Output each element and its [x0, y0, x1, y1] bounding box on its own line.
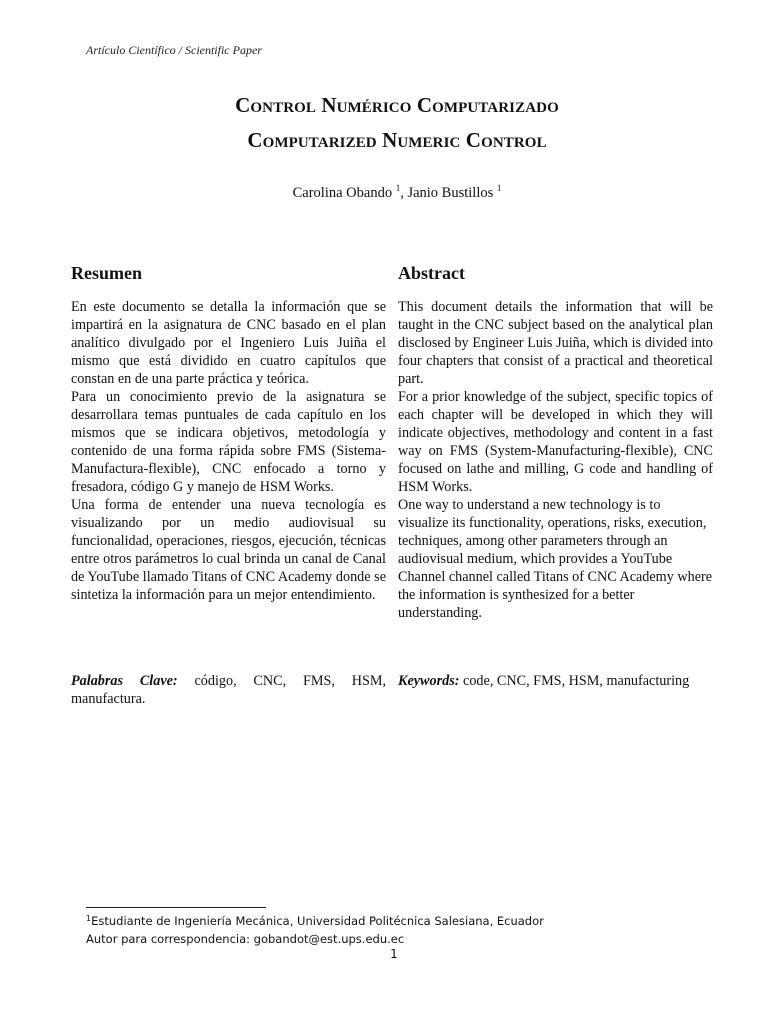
palabras-clave-label: Palabras Clave:: [71, 673, 178, 689]
author-affiliation-mark: 1: [496, 183, 502, 193]
resumen-heading: Resumen: [71, 263, 142, 283]
footnote-mark: 1: [86, 914, 92, 923]
page-number: 1: [390, 947, 398, 961]
keywords: [398, 672, 713, 690]
footnote-divider: [86, 907, 266, 908]
resumen-paragraph: En este documento se detalla la información que se impartirá en la asignatura de CNC basado en el plan analítico divulgado por el Ingeniero Luis Juiña el mismo que está dividido en cuatro capítulos que constan en de una parte práctica y teórica.: [71, 299, 386, 387]
abstract-heading: Abstract: [398, 263, 465, 283]
resumen-paragraph: Para un conocimiento previo de la asignatura se desarrollara temas puntuales de cada capítulo en los mismos que se indicara objetivos, metodología y contenido de una forma rápida sobre FMS (Sistema-Manufactura-flexible), CNC enfocado a torno y fresadora, código G y manejo de HSM Works.: [71, 389, 386, 495]
running-head: Artículo Científico / Scientific Paper: [86, 43, 262, 57]
abstract-section: [398, 263, 713, 622]
title-english: Computarized Numeric Control: [247, 128, 547, 152]
keywords-values: code, CNC, FMS, HSM, manufacturing: [459, 673, 690, 689]
author-name: Janio Bustillos: [407, 185, 494, 201]
author-affiliation-mark: 1: [395, 183, 401, 193]
resumen-section: [71, 263, 386, 604]
footnote-affiliation: [86, 914, 544, 928]
author-name: Carolina Obando: [292, 185, 393, 201]
abstract-body: [398, 298, 713, 622]
abstract-paragraph: For a prior knowledge of the subject, specific topics of each chapter will be developed in which they will indicate objectives, methodology and content in a fast way on FMS (System-Manufacturing-flexible), CNC focused on lathe and milling, G code and handling of HSM Works.: [398, 389, 713, 495]
author-separator: ,: [400, 185, 408, 201]
palabras-clave: [71, 672, 386, 708]
title-spanish: Control Numérico Computarizado: [235, 93, 559, 117]
resumen-paragraph: Una forma de entender una nueva tecnología es visualizando por un medio audiovisual su funcionalidad, operaciones, riesgos, ejecución, técnicas entre otros parámetros lo cual brinda un canal de Canal de YouTube llamado Titans of CNC Academy donde se sintetiza la información para un mejor entendimiento.: [71, 497, 386, 603]
palabras-clave-values: código, CNC, FMS, HSM, manufactura.: [71, 673, 387, 707]
footnote-correspondence: Autor para correspondencia: gobandot@est.ups.edu.ec: [86, 932, 405, 946]
authors-line: [0, 183, 768, 202]
abstract-paragraph: This document details the information that will be taught in the CNC subject based on the analytical plan disclosed by Engineer Luis Juiña, which is divided into four chapters that consist of a practical and theoretical part.: [398, 299, 713, 387]
footnote-affiliation-text: Estudiante de Ingeniería Mecánica, Universidad Politécnica Salesiana, Ecuador: [91, 914, 544, 928]
resumen-body: [71, 298, 386, 604]
keywords-label: Keywords:: [398, 673, 460, 689]
abstract-paragraph: One way to understand a new technology is to visualize its functionality, operations, risks, execution, techniques, among other parameters through an audiovisual medium, which provides a YouTube Channel channel called Titans of CNC Academy where the information is synthesized for a better understanding.: [398, 497, 713, 621]
